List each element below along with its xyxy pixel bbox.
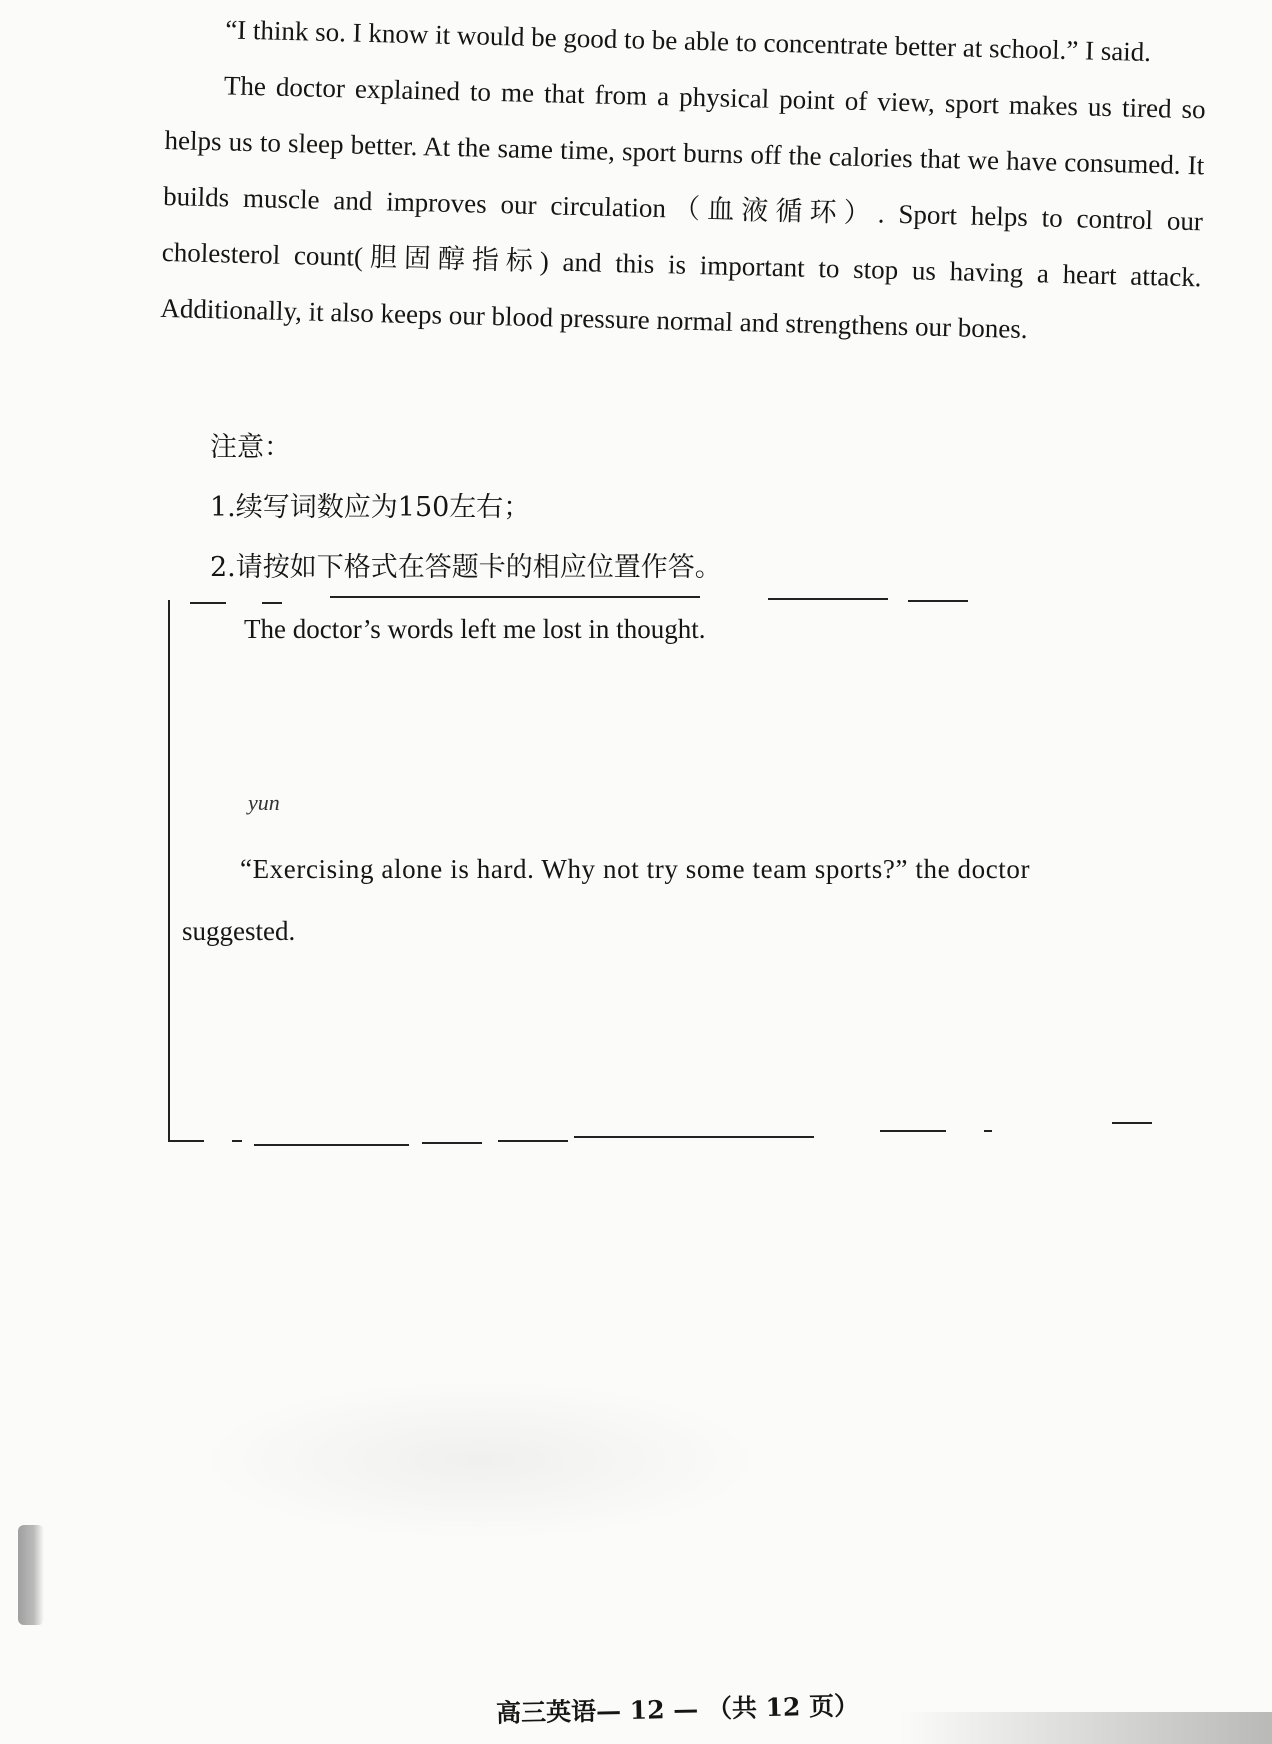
box-bottom-border xyxy=(574,1136,814,1138)
bleed-through-smudge xyxy=(200,1380,760,1540)
box-bottom-border xyxy=(168,1140,204,1142)
page-edge-smudge xyxy=(18,1525,44,1625)
box-bottom-border xyxy=(1112,1122,1152,1124)
box-bottom-border xyxy=(232,1140,242,1142)
box-bottom-border xyxy=(880,1130,946,1132)
passage-paragraph-1: “I think so. I know it would be good to be able to concentrate better at school.” I said. xyxy=(224,14,1152,68)
box-top-border xyxy=(190,602,226,604)
box-top-border xyxy=(768,598,888,600)
box-top-border xyxy=(330,596,700,598)
box-bottom-border xyxy=(498,1140,568,1142)
box-bottom-border xyxy=(984,1130,992,1132)
box-bottom-border xyxy=(422,1142,482,1144)
bleed-through-mark: yun xyxy=(248,790,280,815)
continuation-prompt-1: The doctor’s words left me lost in thought. xyxy=(244,614,706,644)
instructions xyxy=(210,418,722,598)
page-bottom-shadow xyxy=(900,1712,1272,1744)
passage-paragraph-2: The doctor explained to me that from a physical point of view, sport makes us tired so helps us to sleep better. At the same time, sport burns off the calories that we have consumed. It builds muscle and improves our circulation（血液循环）. Sport helps to control our cholesterol count(胆固醇指标) and this is important to stop us having a heart attack. Additionally, it also keeps our blood pressure normal and strengthens our bones. xyxy=(160,70,1207,345)
box-top-border xyxy=(908,600,968,602)
page-footer: 高三英语— 12 — （共 12 页） xyxy=(495,1691,860,1728)
box-top-border xyxy=(262,602,282,604)
instructions-heading: 注意： xyxy=(210,432,291,463)
instruction-item-1: 1.续写词数应为150左右； xyxy=(210,492,531,523)
continuation-prompt-3: suggested. xyxy=(182,916,296,946)
box-bottom-border xyxy=(254,1144,409,1146)
reading-passage xyxy=(160,0,1208,361)
continuation-prompt-2: “Exercising alone is hard. Why not try some team sports?” the doctor xyxy=(240,854,1031,884)
instruction-item-2: 2.请按如下格式在答题卡的相应位置作答。 xyxy=(210,552,722,583)
